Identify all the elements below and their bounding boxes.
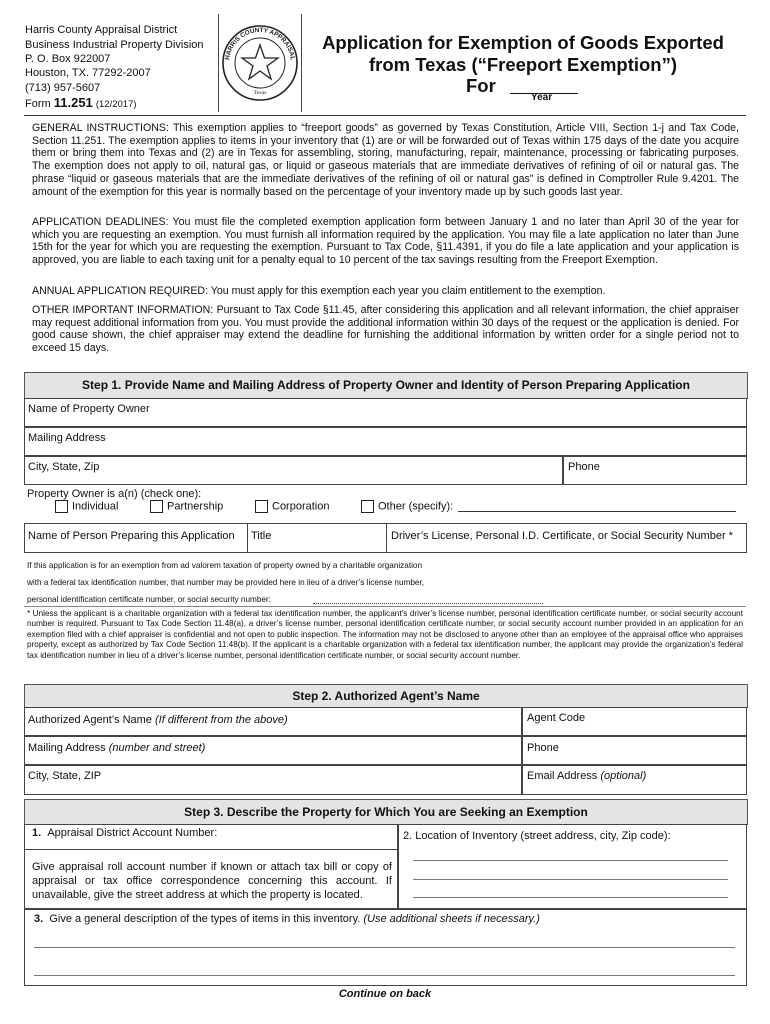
phone-label: Phone: [568, 461, 600, 473]
mailing-address-label: Mailing Address: [28, 432, 106, 444]
agent-code-field[interactable]: [522, 707, 747, 736]
agent-city-label: City, State, ZIP: [28, 770, 102, 782]
q1-help-text: Give appraisal roll account number if known or attach tax bill or copy of appraisal or tax office correspondence concerning this account. If unavailable, give the street address at which the property is located.: [32, 861, 392, 901]
inventory-location-line-3[interactable]: [413, 897, 728, 898]
org-name: Harris County Appraisal District: [25, 24, 178, 36]
footnote-divider: [24, 606, 746, 607]
year-label: Year: [531, 92, 553, 103]
agent-name-label: [28, 714, 288, 726]
general-instructions: GENERAL INSTRUCTIONS: This exemption applies to “freeport goods” as governed by Texas Constitution, Article VIII, Section 1-j and Tax Code, Section 11.251. The exemption applies to items in your inventory that (1) are or will be forwarded out of Texas within 175 days of the date you acquire them or bring them into Texas and (2) are in Texas for assembling, storing, manufacturing, repair, maintenance, processing or fabricating purposes. The exemption does not apply to oil, natural gas, or liquid or gaseous materials that are immediate derivatives of refining of oil or natural gas. The phrase “liquid or gaseous materials that are the immediate derivatives of the refining of oil or natural gas” is defined in Comptroller Rule 9.4201. The amount of the exemption for this year is normally based on the percentage of your inventory made up by such goods last year.: [32, 122, 739, 198]
city-state-zip-label: City, State, Zip: [28, 461, 100, 473]
inventory-location-line-2[interactable]: [413, 879, 728, 880]
application-deadlines: APPLICATION DEADLINES: You must file the completed exemption application form between January 1 and no later than April 30 of the year for which you are requesting an exemption. You must furnish all information required by the application. You may file a late application no later than June 15th for the year for which you are requesting the exemption. Pursuant to Tax Code, §11.4391, if you do file a late application and your application is approved, you are liable to each taxing unit for a penalty equal to 10 percent of the tax savings resulting from the Freeport Exemption.: [32, 216, 739, 267]
preparer-name-label: Name of Person Preparing this Application: [28, 530, 235, 542]
q1-number: 1.: [32, 827, 42, 839]
phone-number: (713) 957-5607: [25, 82, 101, 94]
checkbox-corporation[interactable]: [255, 500, 268, 513]
option-individual-label: Individual: [72, 500, 119, 513]
q3-text: Give a general description of the types of items in this inventory.: [49, 913, 364, 925]
agent-phone-field[interactable]: [522, 736, 747, 765]
division: Business Industrial Property Division: [25, 39, 204, 51]
preparer-title-label: Title: [251, 530, 272, 542]
city-address: Houston, TX. 77292-2007: [25, 67, 151, 79]
inventory-description-line-1[interactable]: [34, 947, 735, 948]
seal-text-bottom: Texas: [253, 90, 267, 96]
charity-tax-id-field[interactable]: [313, 603, 543, 604]
account-number-box: [24, 824, 398, 909]
seal-text-top: HARRIS COUNTY APPRAISAL: [224, 26, 296, 61]
option-other-label: Other (specify):: [378, 500, 454, 513]
agent-mailing-address-field[interactable]: [24, 736, 522, 765]
account-number-field[interactable]: [25, 849, 397, 850]
agent-name-note: (If different from the above): [154, 714, 288, 726]
agent-name-text: Authorized Agent’s Name: [28, 714, 155, 726]
q3-label: [34, 913, 540, 925]
charity-note-line1: If this application is for an exemption from ad valorem taxation of property owned by a charitable organization: [27, 561, 423, 570]
preparer-title-field[interactable]: [247, 523, 387, 553]
charity-note-line3: personal identification certificate number, or social security number:: [27, 595, 271, 604]
q3-note: (Use additional sheets if necessary.): [363, 913, 540, 925]
q1-label: [32, 827, 217, 839]
agent-email-note: (optional): [600, 770, 647, 782]
checkbox-other[interactable]: [361, 500, 374, 513]
form-prefix: Form: [25, 98, 51, 110]
inventory-location-line-1[interactable]: [413, 860, 728, 861]
agent-city-state-zip-field[interactable]: [24, 765, 522, 795]
step3-header: Step 3. Describe the Property for Which You are Seeking an Exemption: [24, 799, 748, 825]
agent-phone-label: Phone: [527, 742, 559, 754]
header-divider: [24, 115, 746, 116]
continue-on-back: Continue on back: [338, 988, 432, 1000]
form-date: (12/2017): [95, 99, 137, 110]
inventory-description-box: [24, 909, 747, 986]
form-title-for: For: [466, 75, 496, 96]
agent-email-field[interactable]: [522, 765, 747, 795]
owner-city-state-zip-field[interactable]: [24, 456, 563, 485]
agent-name-field[interactable]: [24, 707, 522, 736]
drivers-license-label: Driver’s License, Personal I.D. Certificate, or Social Security Number *: [391, 530, 733, 542]
inventory-location-box: [398, 824, 747, 909]
ssn-footnote: * Unless the applicant is a charitable organization with a federal tax identification number, the applicant’s driver’s license number, personal identification certificate number, or social security account number is required. Pursuant to Tax Code Section 11.48(a), a driver’s license number, personal identification certificate number, or social security account number provided in an application for an exemption filed with a chief appraiser is confidential and not open to public inspection. The information may not be disclosed to anyone other than an employee of the appraisal office who appraises property, except as authorized by Tax Code Section 11.48(b). If the applicant is a charitable organization with a federal tax identification number, the applicant may provide the organization’s federal tax identification number in lieu of a driver’s license number, personal identification certificate number, or social security account number.: [27, 609, 743, 660]
agent-mailing-note: (number and street): [108, 742, 206, 754]
agent-code-label: Agent Code: [527, 712, 586, 724]
owner-type-label: Property Owner is a(n) (check one):: [27, 488, 202, 500]
checkbox-individual[interactable]: [55, 500, 68, 513]
seal-frame: [218, 14, 302, 112]
drivers-license-field[interactable]: [386, 523, 747, 553]
agent-email-label: [527, 770, 646, 782]
option-other[interactable]: [361, 500, 453, 513]
q3-number: 3.: [34, 913, 44, 925]
form-title-line1: Application for Exemption of Goods Exported: [322, 32, 724, 53]
form-id: [25, 96, 137, 113]
agent-email-text: Email Address: [527, 770, 601, 782]
owner-mailing-address-field[interactable]: [24, 427, 747, 456]
option-partnership-label: Partnership: [167, 500, 224, 513]
owner-name-field[interactable]: [24, 398, 747, 427]
other-important-info: OTHER IMPORTANT INFORMATION: Pursuant to Tax Code §11.45, after considering this application and all relevant information, the chief appraiser may request additional information from you. You must provide the additional information within 30 days of the request or the application is denied. For good cause shown, the chief appraiser may extend the deadline for furnishing the additional information by written order for a single period not to exceed 15 days.: [32, 304, 739, 355]
q2-label: 2. Location of Inventory (street address, city, Zip code):: [403, 830, 671, 842]
step2-header: Step 2. Authorized Agent’s Name: [24, 684, 748, 708]
inventory-description-line-2[interactable]: [34, 975, 735, 976]
year-field[interactable]: [510, 78, 578, 93]
charity-note-line2: with a federal tax identification number, that number may be provided here in lieu of a driver’s license number,: [27, 578, 425, 587]
checkbox-partnership[interactable]: [150, 500, 163, 513]
option-individual[interactable]: [55, 500, 118, 513]
form-number: 11.251: [53, 95, 93, 110]
q1-text: Appraisal District Account Number:: [47, 827, 218, 839]
step1-header: Step 1. Provide Name and Mailing Address of Property Owner and Identity of Person Preparing Application: [24, 372, 748, 399]
owner-name-label: Name of Property Owner: [28, 403, 150, 415]
form-title-line2: from Texas (“Freeport Exemption”): [368, 54, 678, 75]
agent-mailing-text: Mailing Address: [28, 742, 109, 754]
option-corporation[interactable]: [255, 500, 329, 513]
annual-application: ANNUAL APPLICATION REQUIRED: You must apply for this exemption each year you claim entitlement to the exemption.: [32, 285, 606, 297]
county-seal-icon: [219, 14, 301, 112]
preparer-name-field[interactable]: [24, 523, 248, 553]
owner-phone-field[interactable]: [563, 456, 747, 485]
agent-mailing-address-label: [28, 742, 205, 754]
option-corporation-label: Corporation: [272, 500, 330, 513]
po-box: P. O. Box 922007: [25, 53, 111, 65]
option-partnership[interactable]: [150, 500, 223, 513]
other-specify-field[interactable]: [458, 511, 736, 512]
